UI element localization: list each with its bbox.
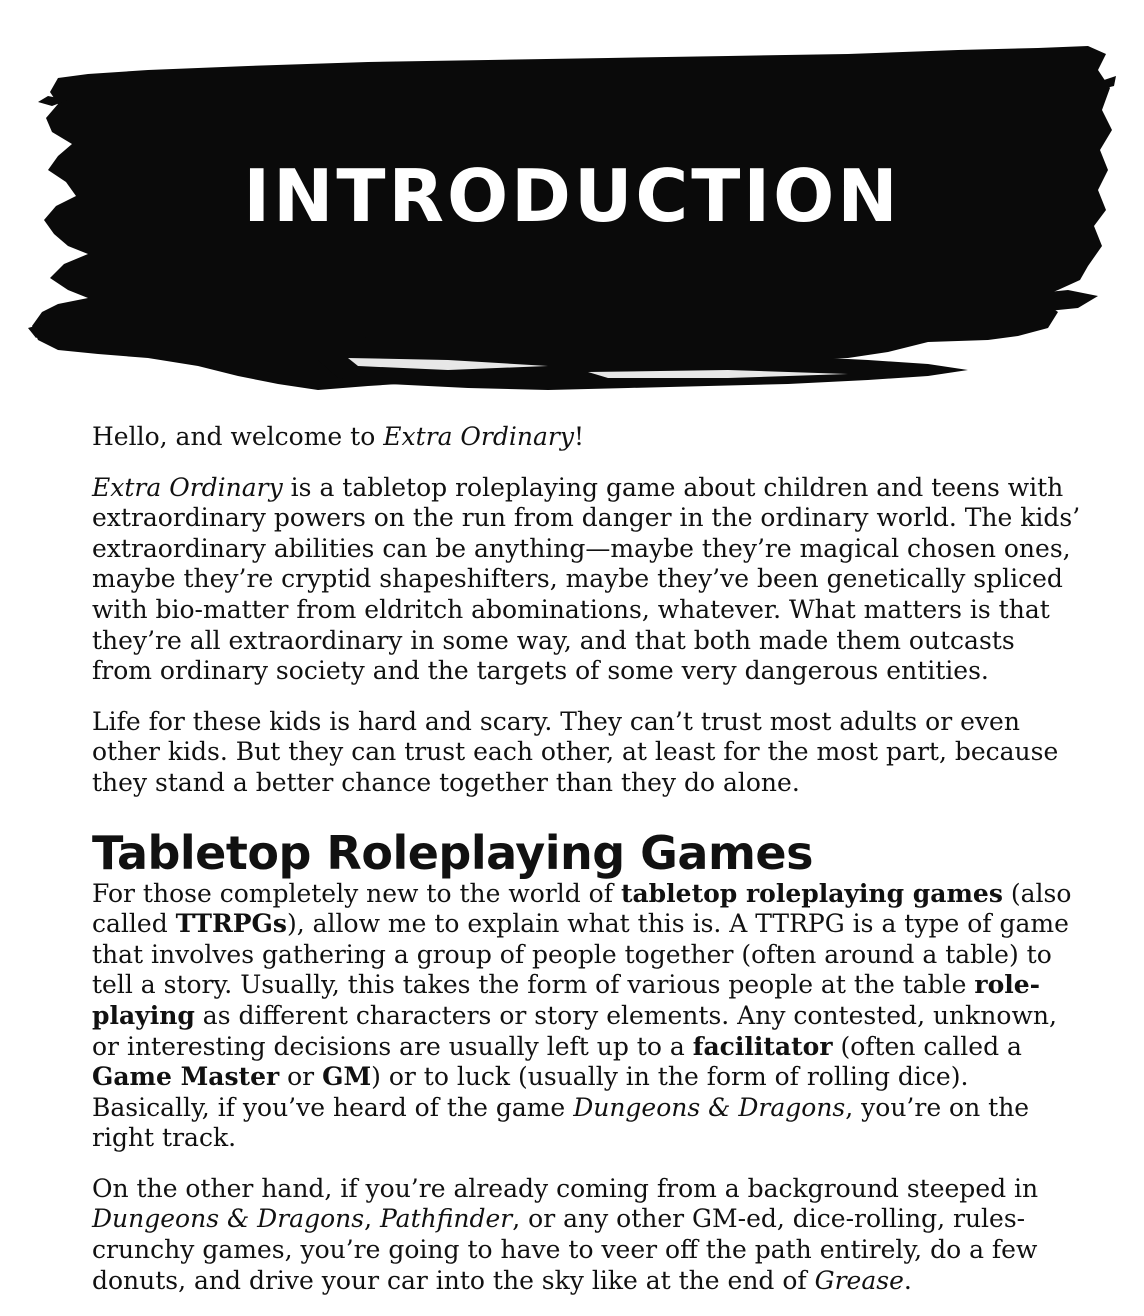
welcome-text: Hello, and welcome to xyxy=(92,422,384,451)
term-ttrpg: tabletop roleplaying games xyxy=(620,878,1003,908)
term-role-playing: role-playing xyxy=(92,970,1041,1030)
term-facilitator: facilitator xyxy=(692,1031,833,1061)
intro-paragraph xyxy=(92,473,1082,687)
body-text: (also called xyxy=(92,878,1072,939)
section-heading: Tabletop Roleplaying Games xyxy=(92,825,813,880)
term-gm: GM xyxy=(322,1062,372,1092)
body-text: ) or to luck (usually in the form of rolling dice). Basically, if you’ve heard of the game xyxy=(92,1062,969,1122)
body-text: On the other hand, if you’re already coming from a background steeped in xyxy=(92,1173,1039,1203)
ttrpg-paragraph xyxy=(92,879,1082,1154)
body-text: For those completely new to the world of xyxy=(92,878,621,908)
body-text: as different characters or story elements. Any contested, unknown, or interesting decisions are usually left up to a xyxy=(92,1000,1057,1061)
experienced-paragraph xyxy=(92,1174,1082,1296)
life-paragraph: Life for these kids is hard and scary. They can’t trust most adults or even other kids. But they can trust each other, at least for the most part, because they stand a better chance together than they do alone. xyxy=(92,706,1059,797)
game-name: Extra Ordinary xyxy=(383,422,574,451)
game-title: Dungeons & Dragons xyxy=(573,1092,846,1122)
body-text: , xyxy=(364,1204,380,1234)
film-title: Grease xyxy=(814,1265,904,1295)
game-name: Extra Ordinary xyxy=(92,472,283,502)
body-text: (often called a xyxy=(832,1031,1022,1061)
game-title: Pathfinder xyxy=(379,1204,513,1234)
term-game-master: Game Master xyxy=(92,1062,280,1092)
game-title: Dungeons & Dragons xyxy=(92,1204,365,1234)
body-text: ), allow me to explain what this is. A TTRPG is a type of game that involves gathering a group of people together (often around a table) to tell a story. Usually, this takes the form of various people at the table xyxy=(92,909,1069,1000)
welcome-text-end: ! xyxy=(573,422,585,451)
body-text: . xyxy=(903,1265,912,1295)
body-text: , or any other GM-ed, dice-rolling, rules-crunchy games, you’re going to have to veer off the path entirely, do a few donuts, and drive your car into the sky like at the end of xyxy=(92,1204,1038,1295)
term-ttrpgs: TTRPGs xyxy=(175,909,287,939)
welcome-paragraph xyxy=(92,422,1082,453)
banner-title: INTRODUCTION xyxy=(243,154,901,238)
page-content xyxy=(92,422,1082,1316)
body-text: or xyxy=(279,1062,323,1092)
title-banner xyxy=(28,40,1116,400)
intro-text: is a tabletop roleplaying game about children and teens with extraordinary powers on the run from danger in the ordinary world. The kids’ extraordinary abilities can be anything—maybe they’re magical chosen ones, maybe they’re cryptid shapeshifters, maybe they’ve been genetically spliced with bio-matter from eldritch abominations, whatever. What matters is that they’re all extraordinary in some way, and that both made them outcasts from ordinary society and the targets of some very dangerous entities. xyxy=(92,472,1081,686)
body-text: , you’re on the right track. xyxy=(92,1092,1030,1153)
